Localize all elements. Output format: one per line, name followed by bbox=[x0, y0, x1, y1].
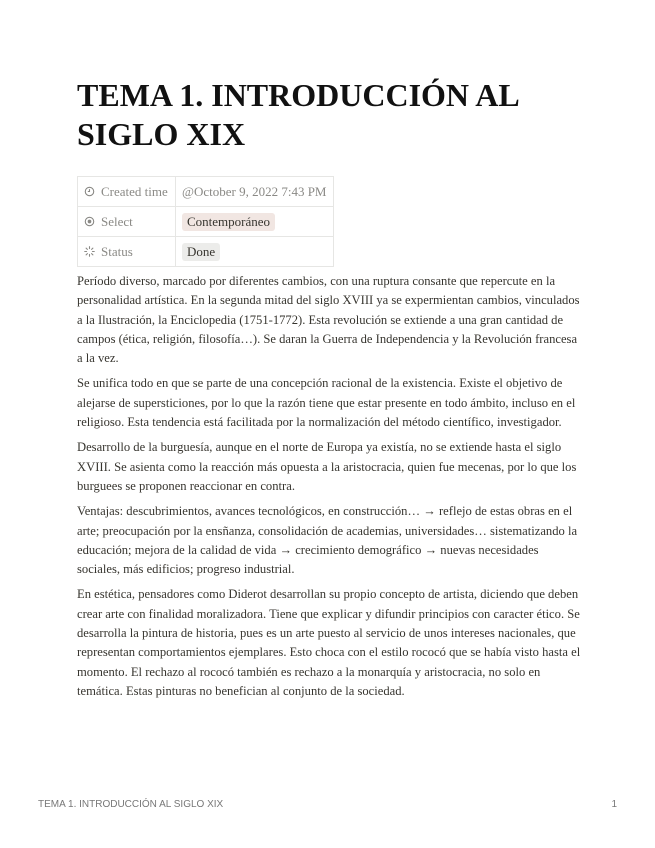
paragraph: Desarrollo de la burguesía, aunque en el norte de Europa ya existía, no se extiende hasta el siglo XVIII. Se asienta como la reacción más opuesta a la aristocracia, quien fue mecenas, por lo que los burguees se proponen reaccionar en contra. bbox=[77, 440, 577, 493]
property-label: Created time bbox=[101, 183, 168, 199]
status-tag[interactable]: Done bbox=[182, 243, 220, 261]
property-label: Status bbox=[101, 243, 133, 259]
property-key bbox=[78, 237, 176, 267]
clock-icon bbox=[84, 186, 95, 197]
footer-title: TEMA 1. INTRODUCCIÓN AL SIGLO XIX bbox=[38, 799, 224, 810]
property-label: Select bbox=[101, 213, 133, 229]
property-key bbox=[78, 177, 176, 207]
page-title: TEMA 1. INTRODUCCIÓN AL SIGLO XIX bbox=[77, 77, 518, 152]
properties-table bbox=[77, 176, 334, 267]
paragraph: Se unifica todo en que se parte de una concepción racional de la existencia. Existe el objetivo de alejarse de supersticiones, por lo que la razón tiene que estar presente en todo ámbito, incluso en el religioso. Esta tendencia está facilitada por la normalización del método científico, investigador. bbox=[77, 376, 576, 430]
page-content bbox=[77, 272, 582, 707]
paragraph: Ventajas: descubrimientos, avances tecnológicos, en construcción… → reflejo de estas obras en el arte; preocupación por la ensñanza, consolidación de academias, universidades… sistematizando la educación; mejora de la calidad de vida → crecimiento demográfico → nuevas necesidades sociales, más edificios; progreso industrial. bbox=[77, 504, 578, 577]
select-tag[interactable]: Contemporáneo bbox=[182, 213, 275, 231]
property-value-status[interactable] bbox=[176, 237, 334, 267]
property-value-select[interactable] bbox=[176, 207, 334, 237]
property-value-created-time[interactable]: @October 9, 2022 7:43 PM bbox=[176, 177, 334, 207]
paragraph: Período diverso, marcado por diferentes cambios, con una ruptura consante que repercute en la personalidad artística. En la segunda mitad del siglo XVIII ya se expermientan cambios, vinculados a la Ilustración, la Enciclopedia (1751-1772). Esta revolución se extiende a una gran cantidad de campos (ética, religión, filosofía…). Se daran la Guerra de Independencia y la Revolución francesa a la vez. bbox=[77, 274, 580, 366]
property-row-status bbox=[78, 237, 334, 267]
select-icon bbox=[84, 216, 95, 227]
property-row-created-time bbox=[78, 177, 334, 207]
paragraph: En estética, pensadores como Diderot desarrollan su propio concepto de artista, diciendo que deben crear arte con finalidad moralizadora. Tiene que explicar y difundir principios con caracter ético. Se desarrolla la pintura de historia, pues es un arte puesto al servicio de unos intereses nacionales, que representan comportamientos ejemplares. Esto choca con el estilo rococó que se había visto hasta el momento. El rechazo al rococó también es rechazo a la monarquía y aristocracia, no solo en temática. Estas pinturas no benefician al conjunto de la sociedad. bbox=[77, 587, 581, 698]
page-number: 1 bbox=[611, 799, 617, 810]
status-icon bbox=[84, 246, 95, 257]
property-key bbox=[78, 207, 176, 237]
property-row-select bbox=[78, 207, 334, 237]
